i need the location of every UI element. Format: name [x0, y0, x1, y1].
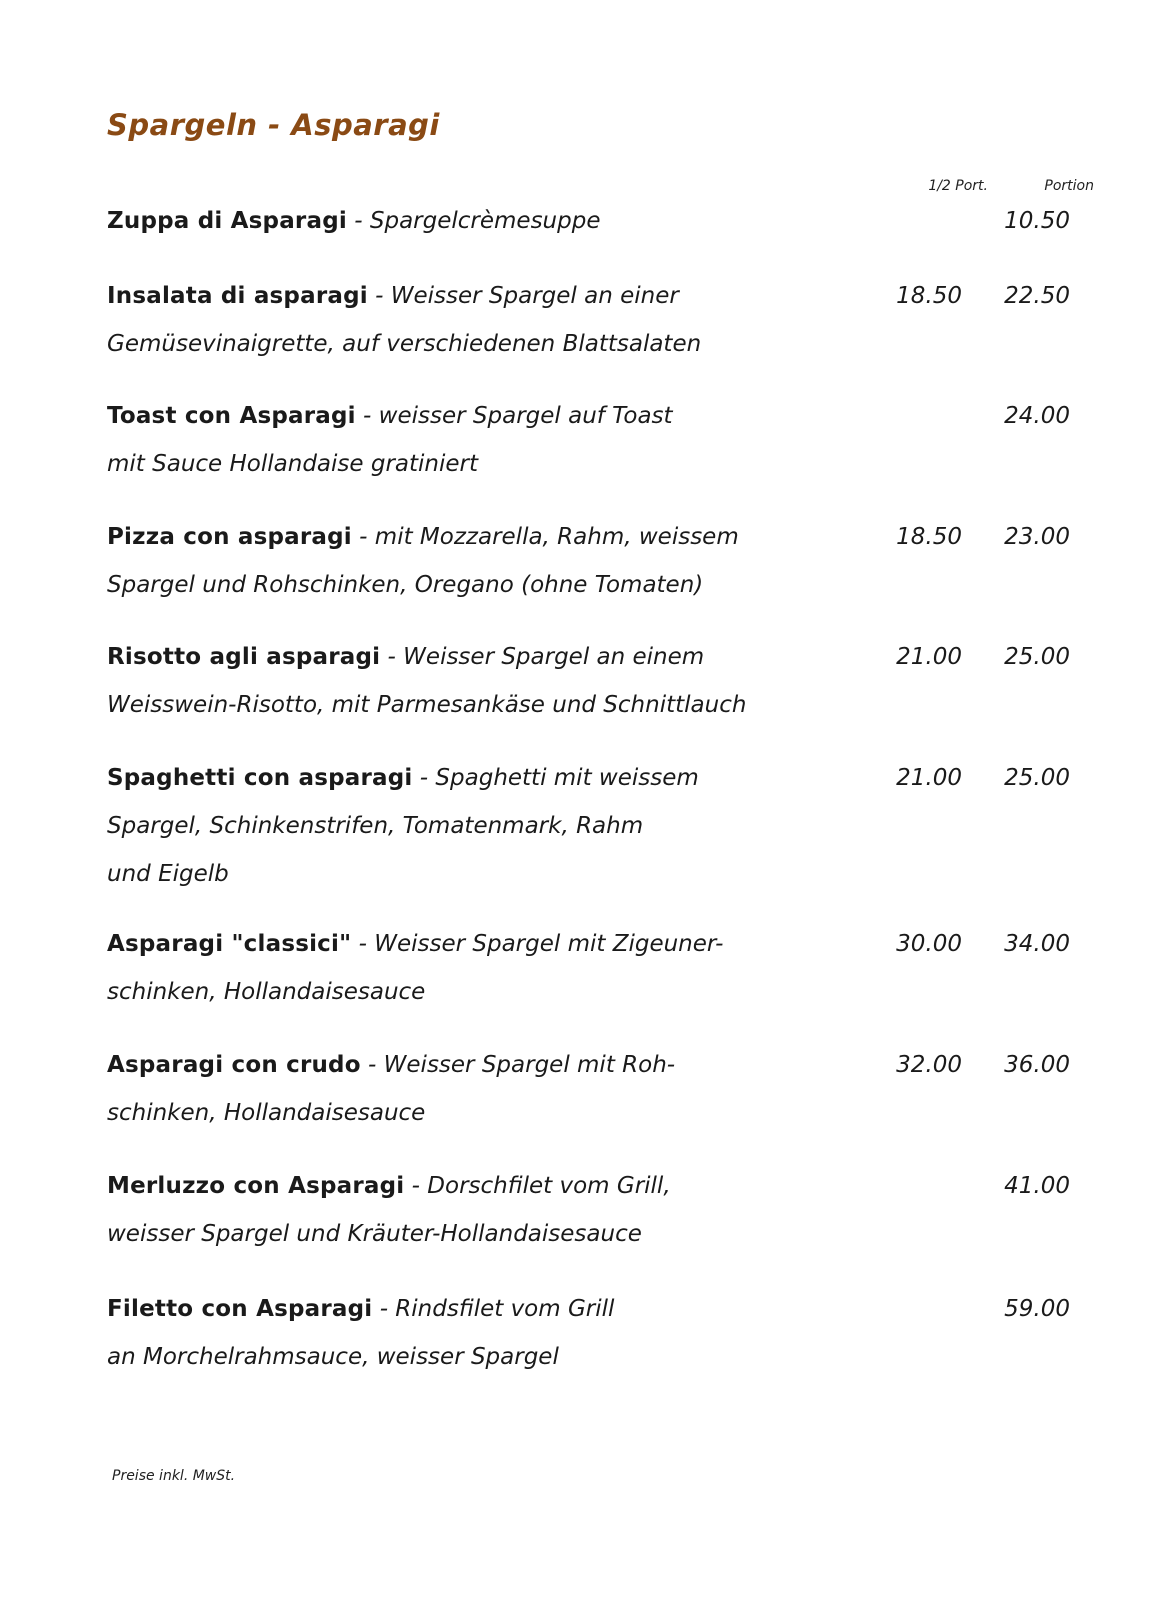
item-line-1 — [107, 1285, 1070, 1333]
price-half-portion: 18.50 — [896, 524, 962, 550]
item-line-1 — [107, 197, 1070, 245]
item-name: Toast con Asparagi — [107, 403, 356, 429]
menu-item — [107, 633, 1070, 729]
price-half-portion: 21.00 — [896, 765, 962, 791]
menu-item — [107, 197, 1070, 245]
price-half-portion: 21.00 — [896, 644, 962, 670]
item-name: Zuppa di Asparagi — [107, 208, 347, 234]
item-line-3: und Eigelb — [107, 861, 229, 887]
item-description: - Weisser Spargel mit Zigeuner- — [351, 931, 724, 957]
price-portion: 10.50 — [1004, 208, 1070, 234]
price-portion: 24.00 — [1004, 403, 1070, 429]
item-line-2: Gemüsevinaigrette, auf verschiedenen Blattsalaten — [107, 331, 702, 357]
menu-item — [107, 1162, 1070, 1258]
price-portion: 36.00 — [1004, 1052, 1070, 1078]
item-description: - Spargelcrèmesuppe — [346, 208, 601, 234]
price-portion: 41.00 — [1004, 1173, 1070, 1199]
price-half-portion: 18.50 — [896, 283, 962, 309]
column-header-portion: Portion — [1044, 178, 1094, 194]
item-name: Risotto agli asparagi — [107, 644, 381, 670]
menu-item — [107, 1285, 1070, 1381]
item-line-2: Spargel, Schinkenstrifen, Tomatenmark, Rahm — [107, 813, 644, 839]
item-line-2: Spargel und Rohschinken, Oregano (ohne Tomaten) — [107, 572, 704, 598]
item-name: Insalata di asparagi — [107, 283, 368, 309]
price-portion: 59.00 — [1004, 1296, 1070, 1322]
menu-item — [107, 513, 1070, 609]
item-name: Asparagi con crudo — [107, 1052, 361, 1078]
item-line-2: weisser Spargel und Kräuter-Hollandaisesauce — [107, 1221, 642, 1247]
item-name: Asparagi "classici" — [107, 931, 352, 957]
item-name: Filetto con Asparagi — [107, 1296, 373, 1322]
price-portion: 22.50 — [1004, 283, 1070, 309]
menu-item — [107, 1041, 1070, 1137]
item-description: - Weisser Spargel mit Roh- — [360, 1052, 676, 1078]
menu-item — [107, 754, 1070, 898]
item-line-2: schinken, Hollandaisesauce — [107, 1100, 426, 1126]
item-line-1 — [107, 392, 1070, 440]
item-line-2: Weisswein-Risotto, mit Parmesankäse und Schnittlauch — [107, 692, 747, 718]
price-portion: 25.00 — [1004, 765, 1070, 791]
price-half-portion: 32.00 — [896, 1052, 962, 1078]
item-line-1 — [107, 1162, 1070, 1210]
item-description: - Dorschfilet vom Grill, — [404, 1173, 671, 1199]
item-description: - Spaghetti mit weissem — [412, 765, 699, 791]
price-half-portion: 30.00 — [896, 931, 962, 957]
item-line-2: an Morchelrahmsauce, weisser Spargel — [107, 1344, 559, 1370]
menu-item — [107, 272, 1070, 368]
item-name: Pizza con asparagi — [107, 524, 352, 550]
item-line-2: mit Sauce Hollandaise gratiniert — [107, 451, 478, 477]
price-footnote: Preise inkl. MwSt. — [112, 1468, 236, 1484]
item-name: Spaghetti con asparagi — [107, 765, 413, 791]
item-description: - Weisser Spargel an einer — [367, 283, 679, 309]
price-portion: 23.00 — [1004, 524, 1070, 550]
item-line-2: schinken, Hollandaisesauce — [107, 979, 426, 1005]
item-name: Merluzzo con Asparagi — [107, 1173, 405, 1199]
item-description: - weisser Spargel auf Toast — [355, 403, 673, 429]
menu-title: Spargeln - Asparagi — [107, 108, 440, 142]
price-portion: 34.00 — [1004, 931, 1070, 957]
item-description: - mit Mozzarella, Rahm, weissem — [351, 524, 739, 550]
price-portion: 25.00 — [1004, 644, 1070, 670]
item-description: - Weisser Spargel an einem — [380, 644, 705, 670]
menu-item — [107, 920, 1070, 1016]
column-header-half-portion: 1/2 Port. — [928, 178, 988, 194]
item-description: - Rindsfilet vom Grill — [372, 1296, 615, 1322]
menu-item — [107, 392, 1070, 488]
